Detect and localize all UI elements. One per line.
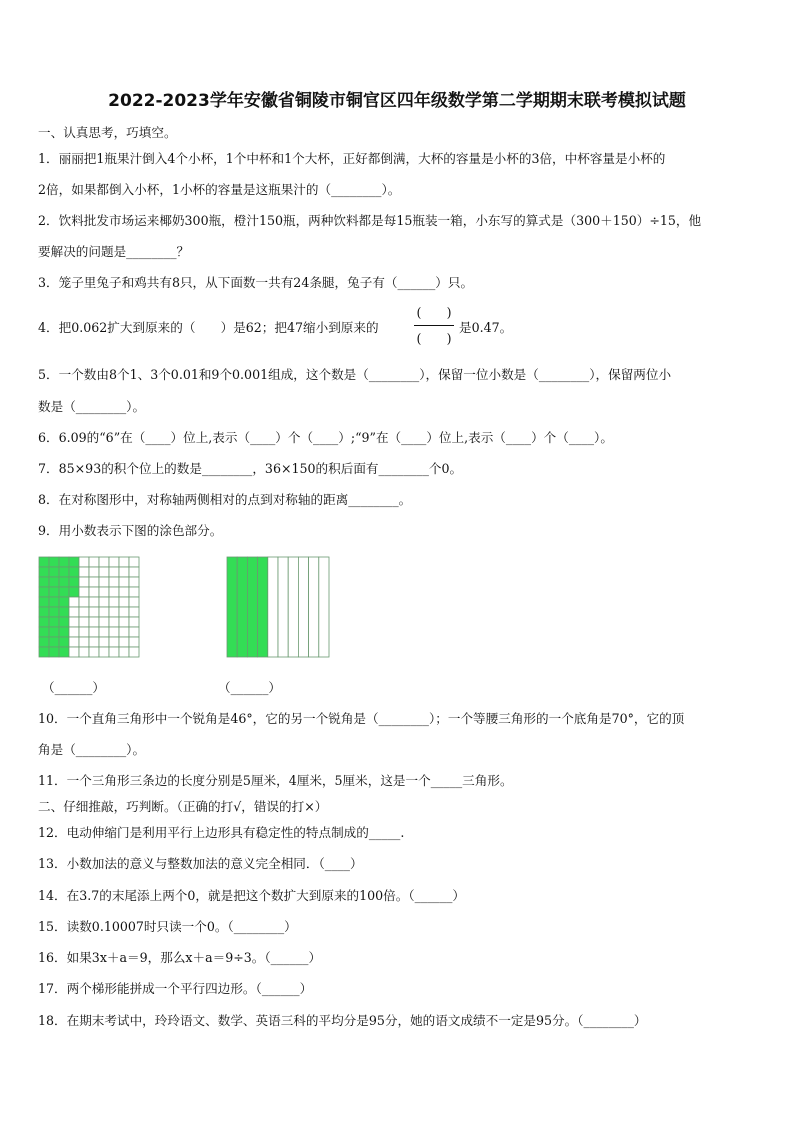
strip	[309, 557, 319, 657]
grid-cell	[129, 647, 139, 657]
grid-cell	[109, 557, 119, 567]
grid-cell	[79, 567, 89, 577]
grid-cell	[99, 567, 109, 577]
grid-cell	[69, 617, 79, 627]
grid-cell	[119, 627, 129, 637]
grid-cell	[119, 577, 129, 587]
shaded-cell	[59, 617, 69, 627]
question-17: 17．两个梯形能拼成一个平行四边形。（______）	[38, 981, 313, 996]
grid-cell	[119, 587, 129, 597]
grid-cell	[129, 587, 139, 597]
question-6: 6．6.09的“6”在（____）位上,表示（____）个（____）;“9”在（____）位上,表示（____）个（____）。	[38, 430, 613, 445]
shaded-cell	[49, 587, 59, 597]
grid-cell	[79, 557, 89, 567]
shaded-cell	[39, 597, 49, 607]
grid-cell	[79, 597, 89, 607]
question-1-line-1: 1．丽丽把1瓶果汁倒入4个小杯，1个中杯和1个大杯，正好都倒满，大杯的容量是小杯的3倍，中杯容量是小杯的	[38, 151, 666, 166]
grid-cell	[119, 637, 129, 647]
question-3: 3．笼子里兔子和鸡共有8只，从下面数一共有24条腿，兔子有（______）只。	[38, 275, 474, 290]
question-18: 18．在期末考试中，玲玲语文、数学、英语三科的平均分是95分，她的语文成绩不一定是95分。（________）	[38, 1013, 647, 1028]
grid-cell	[109, 647, 119, 657]
grid-cell	[109, 577, 119, 587]
section-1-heading: 一、认真思考，巧填空。	[38, 125, 177, 140]
grid-cell	[109, 627, 119, 637]
shaded-cell	[39, 587, 49, 597]
shaded-cell	[59, 597, 69, 607]
grid-cell	[129, 627, 139, 637]
grid-cell	[129, 567, 139, 577]
grid-cell	[69, 647, 79, 657]
grid-cell	[89, 567, 99, 577]
shaded-cell	[39, 577, 49, 587]
grid-cell	[89, 557, 99, 567]
question-4-part-2: 是0.47。	[459, 320, 513, 335]
shaded-cell	[49, 637, 59, 647]
shaded-cell	[49, 567, 59, 577]
strip	[278, 557, 288, 657]
shaded-cell	[49, 617, 59, 627]
shaded-strip	[237, 557, 247, 657]
grid-cell	[129, 637, 139, 647]
shaded-cell	[39, 617, 49, 627]
question-16: 16．如果3x＋a＝9，那么x＋a＝9÷3。（______）	[38, 950, 322, 965]
tenths-strip-figure	[226, 556, 330, 658]
strip	[268, 557, 278, 657]
shaded-cell	[59, 637, 69, 647]
hundred-grid-figure	[38, 556, 140, 658]
shaded-cell	[59, 647, 69, 657]
grid-cell	[89, 577, 99, 587]
grid-cell	[99, 587, 109, 597]
shaded-cell	[69, 557, 79, 567]
grid-cell	[79, 647, 89, 657]
figure-1-answer-blank[interactable]: （______）	[42, 680, 105, 695]
question-1-line-2: 2倍，如果都倒入小杯，1小杯的容量是这瓶果汁的（________）。	[38, 182, 401, 197]
figure-2-answer-blank[interactable]: （______）	[218, 680, 281, 695]
question-10-line-2: 角是（________）。	[38, 742, 146, 757]
fraction-denominator[interactable]: ( )	[416, 331, 452, 346]
shaded-cell	[59, 607, 69, 617]
grid-cell	[79, 587, 89, 597]
shaded-strip	[227, 557, 237, 657]
grid-cell	[119, 647, 129, 657]
shaded-cell	[49, 597, 59, 607]
shaded-cell	[59, 577, 69, 587]
grid-cell	[129, 597, 139, 607]
shaded-cell	[39, 627, 49, 637]
grid-cell	[109, 607, 119, 617]
grid-cell	[109, 567, 119, 577]
grid-cell	[69, 607, 79, 617]
grid-cell	[99, 637, 109, 647]
shaded-cell	[39, 557, 49, 567]
page-title: 2022-2023学年安徽省铜陵市铜官区四年级数学第二学期期末联考模拟试题	[108, 91, 686, 111]
grid-cell	[79, 637, 89, 647]
grid-cell	[119, 607, 129, 617]
shaded-cell	[39, 607, 49, 617]
grid-cell	[99, 647, 109, 657]
grid-cell	[89, 587, 99, 597]
grid-cell	[109, 587, 119, 597]
question-12: 12．电动伸缩门是利用平行上边形具有稳定性的特点制成的_____.	[38, 825, 405, 840]
grid-cell	[129, 577, 139, 587]
shaded-cell	[69, 587, 79, 597]
shaded-cell	[69, 567, 79, 577]
grid-cell	[99, 627, 109, 637]
shaded-cell	[49, 607, 59, 617]
grid-cell	[99, 617, 109, 627]
shaded-cell	[49, 577, 59, 587]
shaded-cell	[49, 557, 59, 567]
grid-cell	[79, 627, 89, 637]
shaded-cell	[39, 647, 49, 657]
grid-cell	[99, 577, 109, 587]
grid-cell	[99, 597, 109, 607]
shaded-cell	[49, 647, 59, 657]
strip	[298, 557, 308, 657]
fraction-bar	[414, 325, 454, 326]
question-7: 7．85×93的积个位上的数是________，36×150的积后面有________个0。	[38, 461, 463, 476]
question-2-line-1: 2．饮料批发市场运来椰奶300瓶，橙汁150瓶，两种饮料都是每15瓶装一箱，小东写的算式是（300＋150）÷15，他	[38, 213, 702, 228]
grid-cell	[69, 637, 79, 647]
grid-cell	[119, 597, 129, 607]
shaded-cell	[49, 627, 59, 637]
shaded-cell	[59, 557, 69, 567]
grid-cell	[99, 607, 109, 617]
question-2-line-2: 要解决的问题是________？	[38, 244, 190, 259]
grid-cell	[109, 637, 119, 647]
grid-cell	[89, 597, 99, 607]
fraction-numerator[interactable]: ( )	[416, 305, 452, 320]
grid-cell	[69, 597, 79, 607]
shaded-cell	[39, 567, 49, 577]
question-4-part-1: 4．把0.062扩大到原来的（ ）是62；把47缩小到原来的	[38, 320, 379, 335]
shaded-strip	[258, 557, 268, 657]
shaded-cell	[59, 587, 69, 597]
shaded-strip	[247, 557, 257, 657]
shaded-cell	[59, 627, 69, 637]
shaded-cell	[59, 567, 69, 577]
grid-cell	[79, 617, 89, 627]
question-5-line-1: 5．一个数由8个1、3个0.01和9个0.001组成，这个数是（________），保留一位小数是（________），保留两位小	[38, 367, 672, 382]
grid-cell	[69, 627, 79, 637]
grid-cell	[129, 557, 139, 567]
grid-cell	[89, 637, 99, 647]
question-4-fraction	[412, 302, 456, 348]
question-8: 8．在对称图形中，对称轴两侧相对的点到对称轴的距离________。	[38, 492, 412, 507]
strip	[288, 557, 298, 657]
question-5-line-2: 数是（________）。	[38, 399, 146, 414]
grid-cell	[119, 557, 129, 567]
question-9: 9．用小数表示下图的涂色部分。	[38, 523, 223, 538]
shaded-cell	[69, 577, 79, 587]
shaded-cell	[39, 637, 49, 647]
grid-cell	[119, 567, 129, 577]
grid-cell	[79, 577, 89, 587]
question-14: 14．在3.7的末尾添上两个0，就是把这个数扩大到原来的100倍。（______）	[38, 888, 466, 903]
question-13: 13．小数加法的意义与整数加法的意义完全相同．（____）	[38, 856, 363, 871]
grid-cell	[119, 617, 129, 627]
grid-cell	[89, 647, 99, 657]
strip	[319, 557, 329, 657]
grid-cell	[129, 617, 139, 627]
grid-cell	[129, 607, 139, 617]
grid-cell	[79, 607, 89, 617]
grid-cell	[89, 617, 99, 627]
question-10-line-1: 10．一个直角三角形中一个锐角是46°，它的另一个锐角是（________）；一个等腰三角形的一个底角是70°，它的顶	[38, 711, 685, 726]
section-2-heading: 二、仔细推敲，巧判断。（正确的打√，错误的打×）	[38, 799, 328, 814]
grid-cell	[99, 557, 109, 567]
grid-cell	[89, 607, 99, 617]
grid-cell	[109, 617, 119, 627]
grid-cell	[109, 597, 119, 607]
grid-cell	[89, 627, 99, 637]
question-15: 15．读数0.10007时只读一个0。（________）	[38, 919, 297, 934]
question-11: 11．一个三角形三条边的长度分别是5厘米，4厘米，5厘米，这是一个_____三角形。	[38, 773, 513, 788]
